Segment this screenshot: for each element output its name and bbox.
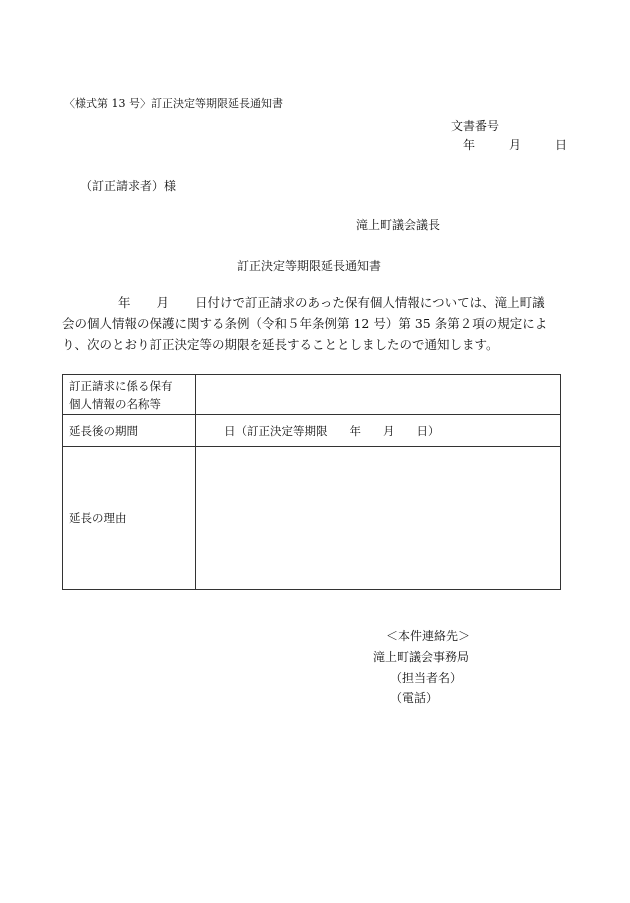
personal-info-name-label [63,375,196,415]
personal-info-name-label-line-2: 個人情報の名称等 [69,396,161,411]
body-month-label: 月 [156,295,170,310]
body-line-1-text: 日付けで訂正請求のあった保有個人情報については、滝上町議 [195,295,545,310]
body-line-3: り、次のとおり訂正決定等の期限を延長することとしましたので通知します。 [62,337,499,352]
issue-date-line [463,137,567,153]
document-title: 訂正決定等期限延長通知書 [237,259,382,273]
extension-reason-value[interactable] [196,447,561,590]
extended-period-label: 延長後の期間 [63,415,196,447]
period-month-label: 月 [383,423,395,438]
form-number-label: 〈様式第 13 号〉訂正決定等期限延長通知書 [64,97,283,110]
extension-reason-label: 延長の理由 [63,447,196,590]
document-number-label: 文書番号 [451,119,500,133]
table-row [63,375,561,415]
extension-details-table [62,374,561,590]
table-row [63,447,561,590]
contact-office: 滝上町議会事務局 [373,650,470,664]
personal-info-name-value[interactable] [196,375,561,415]
period-year-label: 年 [349,423,361,438]
notice-body [62,292,572,355]
date-month-label: 月 [509,138,522,152]
extended-period-value[interactable] [196,415,561,447]
period-day-close: 日） [416,423,440,438]
body-line-1 [62,292,572,313]
recipient-line: （訂正請求者）様 [80,179,177,193]
contact-phone: （電話） [390,691,439,705]
table-row [63,415,561,447]
contact-person: （担当者名） [390,671,463,685]
date-year-label: 年 [463,138,476,152]
date-day-label: 日 [555,138,568,152]
body-year-label: 年 [118,295,131,310]
body-line-2: 会の個人情報の保護に関する条例（令和５年条例第 12 号）第 35 条第２項の規定によ [62,316,548,331]
period-day-text: 日（訂正決定等期限 [224,423,328,438]
contact-heading: ＜本件連絡先＞ [386,629,471,643]
personal-info-name-label-line-1: 訂正請求に係る保有 [69,378,173,393]
sender-line: 滝上町議会議長 [356,218,441,232]
